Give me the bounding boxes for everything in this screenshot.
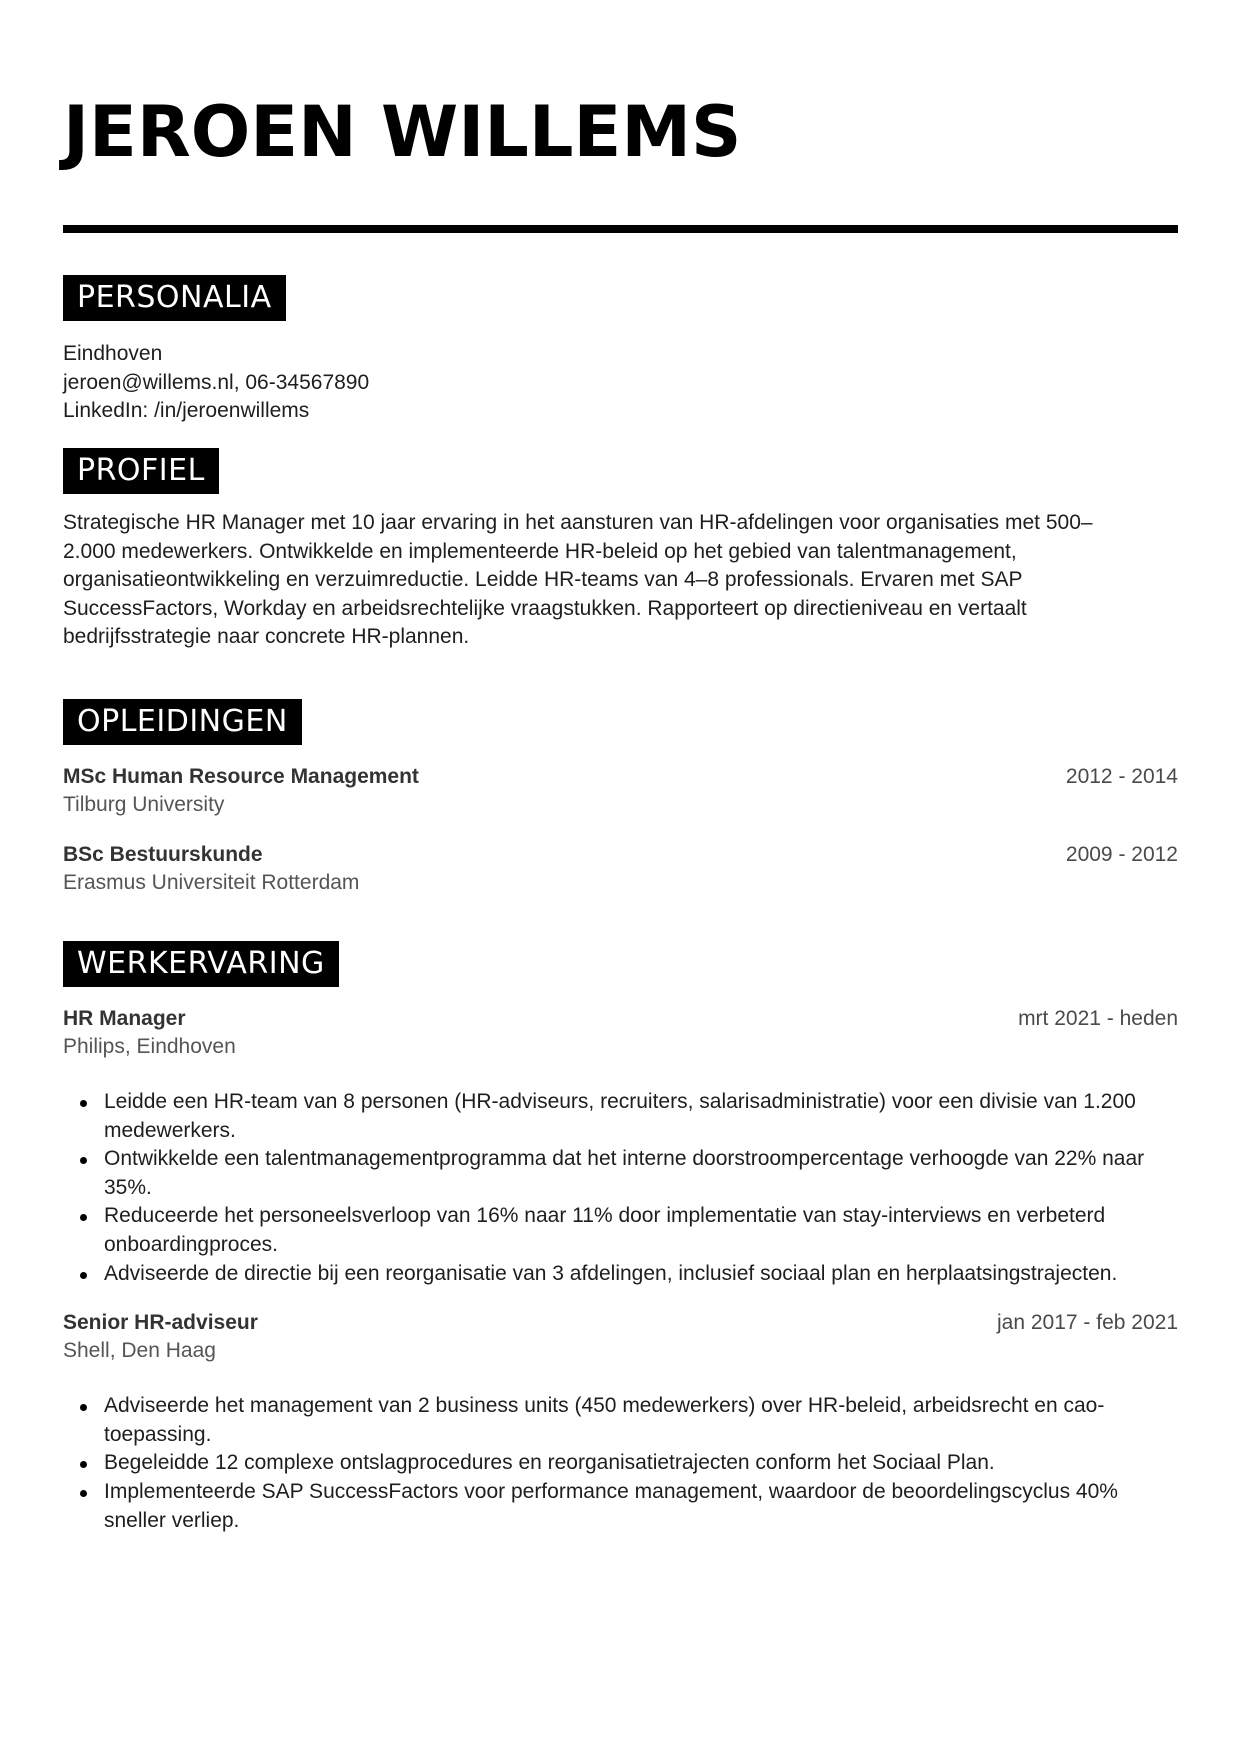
education-item [63, 763, 1178, 819]
personalia-section [63, 275, 1178, 426]
job-item [63, 1005, 1178, 1288]
education-date: 2012 - 2014 [1065, 765, 1178, 788]
list-item: Ontwikkelde een talentmanagementprogramma dat het interne doorstroompercentage verhoogde van 22% naar 35%. [63, 1145, 1153, 1202]
job-bullets [63, 1088, 1153, 1288]
header-divider [63, 225, 1178, 233]
job-date: jan 2017 - feb 2021 [997, 1311, 1178, 1335]
profiel-heading: PROFIEL [63, 448, 219, 494]
list-item: Adviseerde het management van 2 business units (450 medewerkers) over HR-beleid, arbeidsrecht en cao-toepassing. [63, 1392, 1153, 1449]
education-degree: BSc Bestuurskunde [63, 843, 263, 866]
personalia-city: Eindhoven [63, 342, 163, 365]
job-item [63, 1309, 1178, 1535]
list-item: Begeleidde 12 complexe ontslagprocedures en reorganisatietrajecten conform het Sociaal Plan. [63, 1449, 1153, 1478]
profiel-section [63, 448, 1178, 652]
profiel-text: Strategische HR Manager met 10 jaar ervaring in het aansturen van HR-afdelingen voor organisaties met 500–2.000 medewerkers. Ontwikkelde en implementeerde HR-beleid op het gebied van talentmanagement, organisatieontwikkeling en verzuimreductie. Leidde HR-teams van 4–8 professionals. Ervaren met SAP SuccessFactors, Workday en arbeidsrechtelijke vraagstukken. Rapporteert op directieniveau en vertaalt bedrijfsstrategie naar concrete HR-plannen. [63, 511, 1093, 649]
werkervaring-heading: WERKERVARING [63, 941, 339, 987]
personalia-heading: PERSONALIA [63, 275, 286, 321]
job-date: mrt 2021 - heden [1018, 1007, 1178, 1030]
personalia-linkedin: LinkedIn: /in/jeroenwillems [63, 399, 310, 423]
candidate-name: JEROEN WILLEMS [63, 91, 742, 173]
opleidingen-section [63, 699, 1178, 897]
education-item [63, 841, 1178, 897]
education-institution: Erasmus Universiteit Rotterdam [63, 871, 360, 894]
opleidingen-heading: OPLEIDINGEN [63, 699, 302, 745]
job-title: Senior HR-adviseur [63, 1311, 258, 1335]
list-item: Adviseerde de directie bij een reorganisatie van 3 afdelingen, inclusief sociaal plan en herplaatsingstrajecten. [63, 1260, 1153, 1289]
job-title: HR Manager [63, 1007, 186, 1030]
education-institution: Tilburg University [63, 793, 225, 816]
list-item: Implementeerde SAP SuccessFactors voor performance management, waardoor de beoordelingscyclus 40% sneller verliep. [63, 1478, 1153, 1535]
job-company: Shell, Den Haag [63, 1339, 216, 1363]
list-item: Leidde een HR-team van 8 personen (HR-adviseurs, recruiters, salarisadministratie) voor een divisie van 1.200 medewerkers. [63, 1088, 1153, 1145]
personalia-contact: jeroen@willems.nl, 06-34567890 [63, 370, 370, 394]
education-degree: MSc Human Resource Management [63, 765, 419, 788]
job-bullets [63, 1392, 1153, 1535]
list-item: Reduceerde het personeelsverloop van 16% naar 11% door implementatie van stay-interviews en verbeterd onboardingproces. [63, 1202, 1153, 1259]
werkervaring-section [63, 941, 1178, 1535]
education-date: 2009 - 2012 [1065, 843, 1178, 866]
job-company: Philips, Eindhoven [63, 1035, 236, 1058]
